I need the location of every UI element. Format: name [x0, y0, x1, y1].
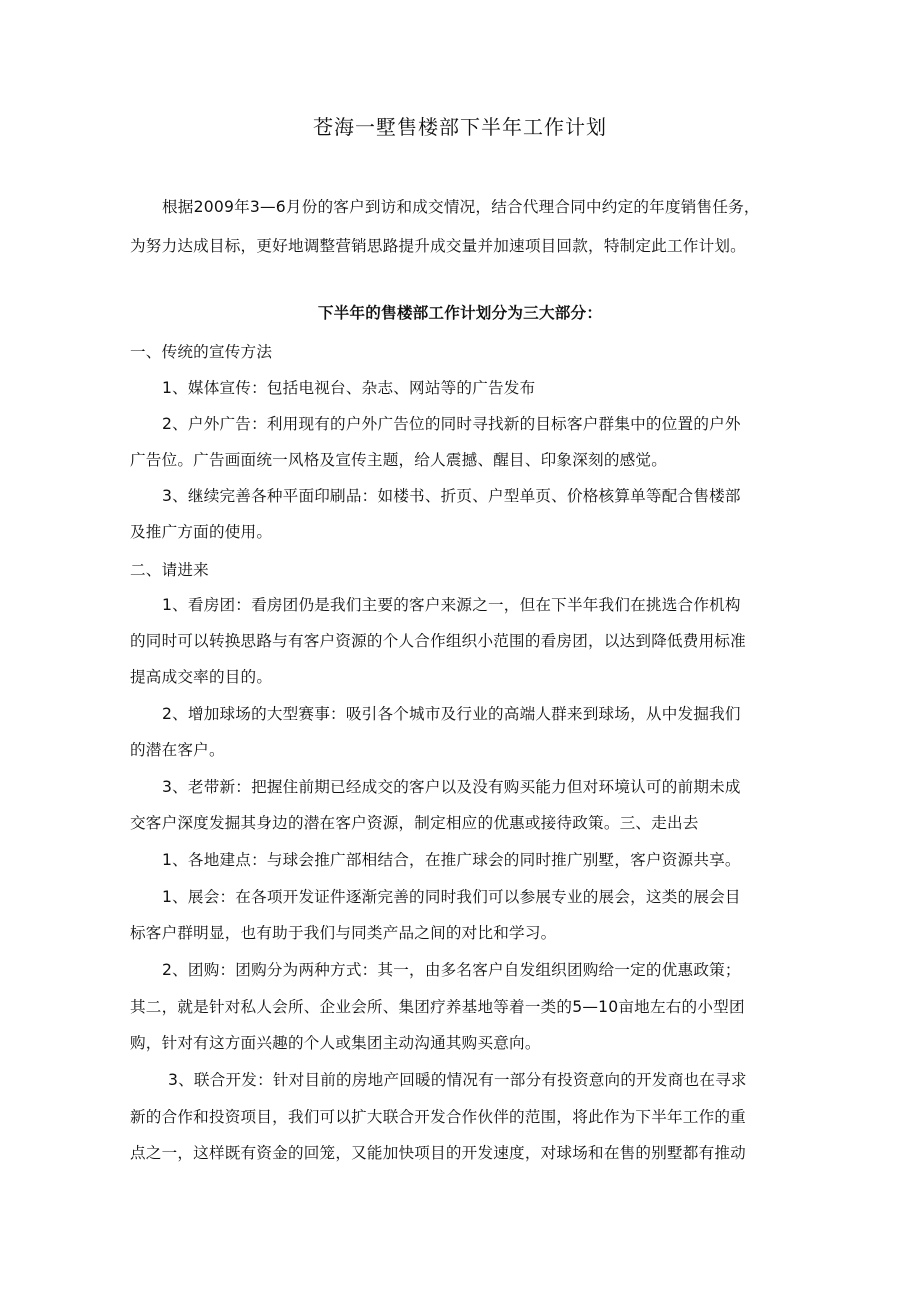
- paragraph-line: 3、继续完善各种平面印刷品：如楼书、折页、户型单页、价格核算单等配合售楼部: [162, 487, 741, 505]
- paragraph-line: 的潜在客户。: [130, 741, 225, 759]
- paragraph-line: 点之一，这样既有资金的回笼，又能加快项目的开发速度，对球场和在售的别墅都有推动: [130, 1144, 746, 1162]
- paragraph-line: 3、联合开发：针对目前的房地产回暖的情况有一部分有投资意向的开发商也在寻求: [168, 1071, 747, 1089]
- paragraph-line: 3、老带新：把握住前期已经成交的客户以及没有购买能力但对环境认可的前期未成: [162, 778, 741, 796]
- paragraph-line: 其二，就是针对私人会所、企业会所、集团疗养基地等着一类的5—10亩地左右的小型团: [130, 998, 745, 1016]
- paragraph-line: 2、增加球场的大型赛事：吸引各个城市及行业的高端人群来到球场，从中发掘我们: [162, 705, 741, 723]
- paragraph-line: 的同时可以转换思路与有客户资源的个人合作组织小范围的看房团，以达到降低费用标准: [130, 632, 746, 650]
- paragraph-line: 1、各地建点：与球会推广部相结合，在推广球会的同时推广别墅，客户资源共享。: [162, 851, 741, 869]
- section-heading: 下半年的售楼部工作计划分为三大部分：: [317, 304, 603, 322]
- paragraph-line: 交客户深度发掘其身边的潜在客户资源，制定相应的优惠或接待政策。三、走出去: [130, 814, 699, 832]
- paragraph-line: 新的合作和投资项目，我们可以扩大联合开发合作伙伴的范围，将此作为下半年工作的重: [130, 1108, 746, 1126]
- paragraph-line: 标客户群明显，也有助于我们与同类产品之间的对比和学习。: [130, 924, 557, 942]
- intro-line-1: 根据2009年3—6月份的客户到访和成交情况，结合代理合同中约定的年度销售任务，: [162, 198, 760, 216]
- paragraph-line: 购，针对有这方面兴趣的个人或集团主动沟通其购买意向。: [130, 1034, 541, 1052]
- paragraph-line: 1、展会：在各项开发证件逐渐完善的同时我们可以参展专业的展会，这类的展会目: [162, 888, 741, 906]
- paragraph-line: 2、户外广告：利用现有的户外广告位的同时寻找新的目标客户群集中的位置的户外: [162, 415, 741, 433]
- paragraph-line: 广告位。广告画面统一风格及宣传主题，给人震撼、醒目、印象深刻的感觉。: [130, 451, 667, 469]
- paragraph-line: 1、媒体宣传：包括电视台、杂志、网站等的广告发布: [162, 379, 536, 397]
- paragraph-line: 2、团购：团购分为两种方式：其一，由多名客户自发组织团购给一定的优惠政策；: [162, 961, 741, 979]
- heading-invite-in: 二、请进来: [130, 561, 209, 579]
- intro-line-2: 为努力达成目标，更好地调整营销思路提升成交量并加速项目回款，特制定此工作计划。: [130, 237, 746, 255]
- paragraph-line: 提高成交率的目的。: [130, 668, 273, 686]
- document-title: 苍海一墅售楼部下半年工作计划: [313, 115, 607, 139]
- paragraph-line: 及推广方面的使用。: [130, 523, 273, 541]
- heading-traditional-promotion: 一、传统的宣传方法: [130, 343, 273, 361]
- paragraph-line: 1、看房团：看房团仍是我们主要的客户来源之一，但在下半年我们在挑选合作机构: [162, 596, 741, 614]
